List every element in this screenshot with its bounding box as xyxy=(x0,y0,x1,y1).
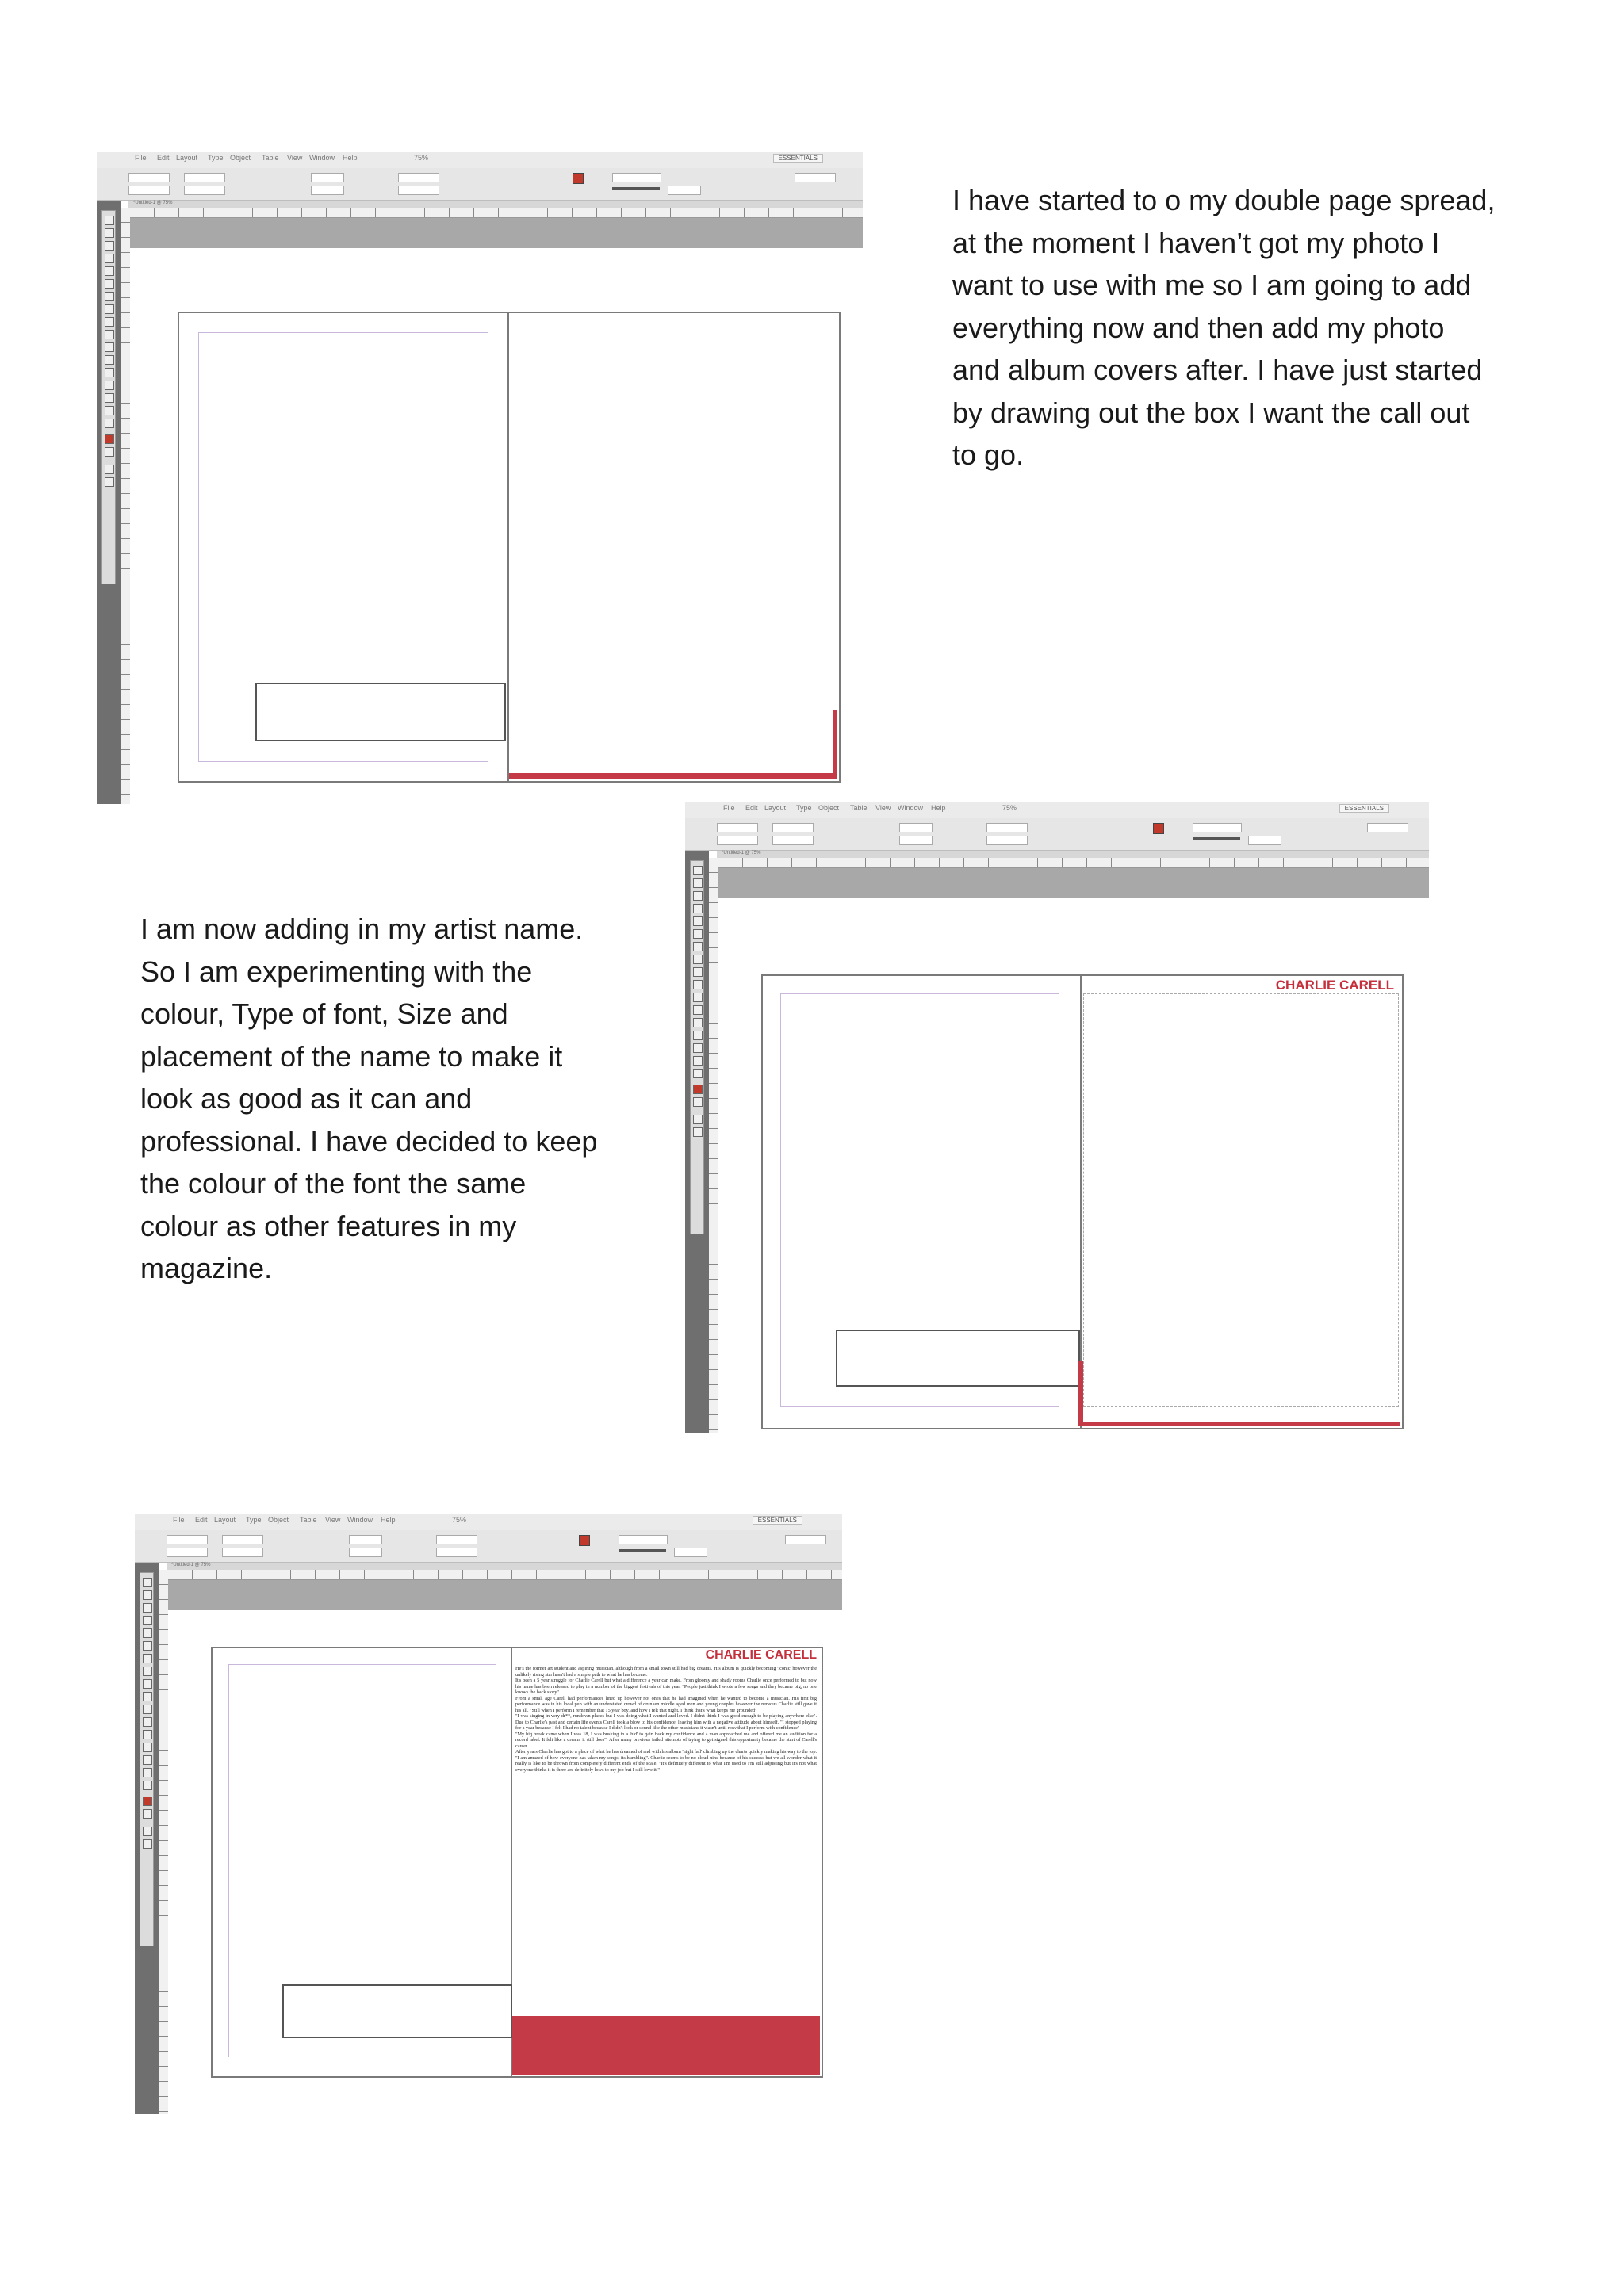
workspace-switcher[interactable]: ESSENTIALS xyxy=(1339,804,1389,813)
stroke-color-icon[interactable] xyxy=(143,1809,152,1819)
menu-help[interactable]: Help xyxy=(381,1516,396,1524)
menu-table[interactable]: Table xyxy=(850,804,868,812)
artist-name[interactable]: CHARLIE CARELL xyxy=(1275,978,1394,993)
article-paragraph: After years Charlie has got to a place of what he has dreamed of and with his album 'night fall' climbing up the charts quickly making his way to the top. "I am amazed of how everyone has taken my songs, its humbling". Charlie seems to be no cloud nine because of his success but we all wonder what it really is like to be thrown from completely different ends of the scale. "It's definitely different to what I'm used to I'm still adjusting but it's not what everyone thinks it is there are definitely lows to my job but I still love it." xyxy=(515,1749,817,1773)
caption-1 xyxy=(952,179,1555,476)
scale-x-field[interactable] xyxy=(311,173,344,182)
selection-tool-icon[interactable] xyxy=(693,866,703,875)
caption-line: look as good as it can and xyxy=(140,1082,473,1115)
menu-window[interactable]: Window xyxy=(347,1516,373,1524)
scale-y-field[interactable] xyxy=(349,1548,382,1557)
menu-file[interactable]: File xyxy=(173,1516,185,1524)
fill-swatch[interactable] xyxy=(1153,823,1164,834)
view-mode-icon[interactable] xyxy=(143,1827,152,1836)
page-spread xyxy=(178,312,841,783)
note-tool-icon[interactable] xyxy=(693,1031,703,1040)
stroke-color-icon[interactable] xyxy=(105,447,114,457)
direct-selection-tool-icon[interactable] xyxy=(693,878,703,888)
y-field[interactable] xyxy=(167,1548,208,1557)
menu-object[interactable]: Object xyxy=(230,154,251,162)
article-paragraph: "I was singing in very dr**, rundown places but I was doing what I wanted and loved. I didn't think I was good enough to be playing anywhere else". Due to Charlie's past and certain life events Carell took a blow to his confidence, leaving him with a negative attitude about himself. "I stopped playing for a year because I felt I had no talent because I didn't look or sound like the other musicians it wasn't until now that I perform with confidence" xyxy=(515,1713,817,1731)
width-field[interactable] xyxy=(785,1535,826,1544)
stroke-weight-field[interactable] xyxy=(612,173,661,182)
menu-edit[interactable]: Edit xyxy=(745,804,758,812)
menu-layout[interactable]: Layout xyxy=(764,804,787,812)
menu-file[interactable]: File xyxy=(135,154,147,162)
control-panel xyxy=(685,818,1429,851)
screenshot-1 xyxy=(97,152,863,804)
opacity-field[interactable] xyxy=(668,186,701,195)
menu-object[interactable]: Object xyxy=(818,804,840,812)
spine xyxy=(508,313,509,781)
caption-line: colour, Type of font, Size and xyxy=(140,997,508,1030)
fill-color-icon[interactable] xyxy=(693,1085,703,1094)
h-field[interactable] xyxy=(184,186,225,195)
gradient-tool-icon[interactable] xyxy=(693,1018,703,1027)
caption-line: at the moment I haven’t got my photo I xyxy=(952,226,1440,259)
caption-line: colour as other features in my xyxy=(140,1209,517,1242)
pencil-tool-icon[interactable] xyxy=(143,1667,152,1676)
pasteboard xyxy=(718,868,1429,898)
shear-field[interactable] xyxy=(398,186,439,195)
workspace-switcher[interactable]: ESSENTIALS xyxy=(773,154,823,163)
menu-type[interactable]: Type xyxy=(246,1516,262,1524)
width-field[interactable] xyxy=(795,173,836,182)
page-tool-icon[interactable] xyxy=(105,241,114,251)
red-bar-edge xyxy=(1078,1361,1083,1426)
pen-tool-icon[interactable] xyxy=(693,942,703,951)
caption-line: So I am experimenting with the xyxy=(140,955,533,988)
caption-line: I am now adding in my artist name. xyxy=(140,913,584,945)
caption-line: magazine. xyxy=(140,1252,273,1284)
menu-help[interactable]: Help xyxy=(343,154,358,162)
tool-strip xyxy=(102,210,116,584)
caption-line: professional. I have decided to keep xyxy=(140,1124,598,1158)
caption-2 xyxy=(140,908,616,1290)
menu-edit[interactable]: Edit xyxy=(157,154,170,162)
menu-window[interactable]: Window xyxy=(309,154,335,162)
menu-window[interactable]: Window xyxy=(898,804,924,812)
article-body[interactable] xyxy=(515,1666,817,2015)
shear-field[interactable] xyxy=(986,836,1028,845)
hand-tool-icon[interactable] xyxy=(105,406,114,415)
type-tool-icon[interactable] xyxy=(693,916,703,926)
pen-tool-icon[interactable] xyxy=(105,292,114,301)
menu-bar xyxy=(97,152,863,169)
menu-view[interactable]: View xyxy=(875,804,891,812)
zoom-level[interactable]: 75% xyxy=(452,1516,467,1524)
menu-type[interactable]: Type xyxy=(796,804,812,812)
document-canvas[interactable] xyxy=(168,1610,842,2114)
view-mode-icon[interactable] xyxy=(105,465,114,474)
spine xyxy=(1080,976,1082,1428)
rectangle-tool-icon[interactable] xyxy=(105,330,114,339)
w-field[interactable] xyxy=(772,823,814,832)
w-field[interactable] xyxy=(184,173,225,182)
caption-line: placement of the name to make it xyxy=(140,1039,563,1073)
menu-edit[interactable]: Edit xyxy=(195,1516,208,1524)
screenshot-2 xyxy=(685,802,1429,1433)
screen-mode-icon[interactable] xyxy=(693,1127,703,1137)
zoom-tool-icon[interactable] xyxy=(143,1781,152,1790)
free-transform-tool-icon[interactable] xyxy=(105,355,114,365)
document-tab[interactable]: *Untitled-1 @ 75% xyxy=(167,1563,842,1570)
stroke-type-field[interactable] xyxy=(612,187,660,190)
tools-panel xyxy=(685,851,709,1433)
document-tab[interactable]: *Untitled-1 @ 75% xyxy=(128,201,863,208)
document-canvas[interactable] xyxy=(718,898,1429,1433)
selection-tool-icon[interactable] xyxy=(105,216,114,225)
fill-swatch[interactable] xyxy=(573,173,584,184)
zoom-level[interactable]: 75% xyxy=(1002,804,1017,812)
tool-strip xyxy=(690,860,704,1234)
line-tool-icon[interactable] xyxy=(105,279,114,289)
control-panel xyxy=(135,1530,842,1563)
menu-table[interactable]: Table xyxy=(300,1516,317,1524)
screen-mode-icon[interactable] xyxy=(143,1839,152,1849)
stroke-weight-field[interactable] xyxy=(1193,823,1242,832)
rectangle-frame-tool-icon[interactable] xyxy=(105,317,114,327)
w-field[interactable] xyxy=(222,1535,263,1544)
fill-color-icon[interactable] xyxy=(105,434,114,444)
pasteboard xyxy=(130,218,863,248)
horizontal-ruler[interactable] xyxy=(718,858,1429,868)
width-field[interactable] xyxy=(1367,823,1408,832)
rectangle-frame-tool-icon[interactable] xyxy=(143,1679,152,1689)
document-canvas[interactable] xyxy=(130,248,863,804)
tool-strip xyxy=(140,1572,154,1946)
menu-help[interactable]: Help xyxy=(931,804,946,812)
hand-tool-icon[interactable] xyxy=(143,1768,152,1777)
fill-color-icon[interactable] xyxy=(143,1797,152,1806)
caption-line: I have started to o my double page spread, xyxy=(952,184,1496,216)
gap-tool-icon[interactable] xyxy=(143,1616,152,1625)
page-spread xyxy=(761,974,1404,1429)
opacity-field[interactable] xyxy=(674,1548,707,1557)
hand-tool-icon[interactable] xyxy=(693,1056,703,1066)
menu-type[interactable]: Type xyxy=(208,154,224,162)
fill-swatch[interactable] xyxy=(579,1535,590,1546)
article-paragraph: He's the former art student and aspiring musician, although from a small town still had big dreams. His album is quickly becoming 'iconic' however the unlikely rising star hasn't had a simple path to what he has become. xyxy=(515,1666,817,1678)
eyedropper-tool-icon[interactable] xyxy=(143,1755,152,1765)
gap-tool-icon[interactable] xyxy=(105,254,114,263)
control-panel xyxy=(97,168,863,201)
text-frame xyxy=(1083,993,1399,1407)
angle-field[interactable] xyxy=(986,823,1028,832)
menu-table[interactable]: Table xyxy=(262,154,279,162)
angle-field[interactable] xyxy=(436,1535,477,1544)
scale-x-field[interactable] xyxy=(899,823,933,832)
selection-tool-icon[interactable] xyxy=(143,1578,152,1587)
pasteboard xyxy=(168,1580,842,1610)
red-bar[interactable] xyxy=(1083,1422,1400,1426)
zoom-level[interactable]: 75% xyxy=(414,154,429,162)
red-block[interactable] xyxy=(512,2016,820,2075)
stroke-type-field[interactable] xyxy=(619,1549,666,1552)
zoom-tool-icon[interactable] xyxy=(693,1069,703,1078)
scale-y-field[interactable] xyxy=(899,836,933,845)
pen-tool-icon[interactable] xyxy=(143,1654,152,1663)
shear-field[interactable] xyxy=(436,1548,477,1557)
article-paragraph: "My big break came when I was 18, I was busking in a 'bid' to gain back my confidence and a man approached me and offered me an audition for a record label. It felt like a dream, it still does". After many previous failed attempts of trying to get signed this opportunity became the start of Carell's career. xyxy=(515,1731,817,1749)
menu-layout[interactable]: Layout xyxy=(176,154,198,162)
zoom-tool-icon[interactable] xyxy=(105,419,114,428)
screenshot-3 xyxy=(135,1514,842,2114)
x-field[interactable] xyxy=(717,823,758,832)
artist-name[interactable]: CHARLIE CARELL xyxy=(705,1648,817,1662)
y-field[interactable] xyxy=(128,186,170,195)
caption-line: and album covers after. I have just started xyxy=(952,354,1483,386)
callout-box[interactable] xyxy=(255,683,506,741)
menu-layout[interactable]: Layout xyxy=(214,1516,236,1524)
free-transform-tool-icon[interactable] xyxy=(693,1005,703,1015)
y-field[interactable] xyxy=(717,836,758,845)
pencil-tool-icon[interactable] xyxy=(693,955,703,964)
eyedropper-tool-icon[interactable] xyxy=(693,1043,703,1053)
opacity-field[interactable] xyxy=(1248,836,1281,845)
gradient-tool-icon[interactable] xyxy=(143,1730,152,1739)
line-tool-icon[interactable] xyxy=(693,929,703,939)
caption-line: to go. xyxy=(952,438,1025,471)
page-tool-icon[interactable] xyxy=(143,1603,152,1613)
scissors-tool-icon[interactable] xyxy=(143,1705,152,1714)
stroke-type-field[interactable] xyxy=(1193,837,1240,840)
menu-view[interactable]: View xyxy=(325,1516,341,1524)
note-tool-icon[interactable] xyxy=(143,1743,152,1752)
h-field[interactable] xyxy=(772,836,814,845)
type-tool-icon[interactable] xyxy=(143,1628,152,1638)
menu-view[interactable]: View xyxy=(287,154,303,162)
type-tool-icon[interactable] xyxy=(105,266,114,276)
screen-mode-icon[interactable] xyxy=(105,477,114,487)
callout-box[interactable] xyxy=(836,1330,1080,1387)
line-tool-icon[interactable] xyxy=(143,1641,152,1651)
caption-line: the colour of the font the same xyxy=(140,1167,527,1200)
caption-line: want to use with me so I am going to add xyxy=(952,269,1472,301)
rectangle-tool-icon[interactable] xyxy=(143,1692,152,1701)
gap-tool-icon[interactable] xyxy=(693,904,703,913)
caption-line: by drawing out the box I want the call out xyxy=(952,396,1470,429)
view-mode-icon[interactable] xyxy=(693,1115,703,1124)
direct-selection-tool-icon[interactable] xyxy=(143,1590,152,1600)
menu-file[interactable]: File xyxy=(723,804,735,812)
x-field[interactable] xyxy=(128,173,170,182)
x-field[interactable] xyxy=(167,1535,208,1544)
pencil-tool-icon[interactable] xyxy=(105,304,114,314)
page-spread xyxy=(211,1647,823,2078)
scale-x-field[interactable] xyxy=(349,1535,382,1544)
stroke-color-icon[interactable] xyxy=(693,1097,703,1107)
callout-box[interactable] xyxy=(282,1984,512,2038)
red-bar[interactable] xyxy=(509,773,837,779)
stroke-weight-field[interactable] xyxy=(619,1535,668,1544)
eyedropper-tool-icon[interactable] xyxy=(105,393,114,403)
tools-panel xyxy=(97,201,121,804)
rectangle-tool-icon[interactable] xyxy=(693,980,703,989)
scissors-tool-icon[interactable] xyxy=(105,342,114,352)
red-bar-edge xyxy=(833,710,837,779)
menu-object[interactable]: Object xyxy=(268,1516,289,1524)
scale-y-field[interactable] xyxy=(311,186,344,195)
direct-selection-tool-icon[interactable] xyxy=(105,228,114,238)
page-tool-icon[interactable] xyxy=(693,891,703,901)
menu-bar xyxy=(685,802,1429,819)
article-paragraph: From a small age Carell had performances lined up however not ones that he had imagined when he wanted to become a musician. His first big performance was in his local pub with an understated crowd of drunken middle aged men and young couples however the nervous Charlie still gave it his all. "Still when I perform I remember that 15 year boy, and how I felt that night. I think that's what keeps me grounded" xyxy=(515,1695,817,1713)
menu-bar xyxy=(135,1514,842,1531)
horizontal-ruler[interactable] xyxy=(168,1570,842,1580)
note-tool-icon[interactable] xyxy=(105,381,114,390)
h-field[interactable] xyxy=(222,1548,263,1557)
tools-panel xyxy=(135,1563,159,2114)
horizontal-ruler[interactable] xyxy=(130,208,863,218)
angle-field[interactable] xyxy=(398,173,439,182)
document-tab[interactable]: *Untitled-1 @ 75% xyxy=(717,851,1429,858)
gradient-tool-icon[interactable] xyxy=(105,368,114,377)
scissors-tool-icon[interactable] xyxy=(693,993,703,1002)
article-paragraph: It's been a 5 year struggle for Charlie Carell but what a difference a year can make. From gloomy and shady rooms Charlie once performed to but now his name has been released to play in a number of the biggest festivals of this year. "People just think I wrote a few songs and they became big, no one knows the back story" xyxy=(515,1678,817,1695)
free-transform-tool-icon[interactable] xyxy=(143,1717,152,1727)
workspace-switcher[interactable]: ESSENTIALS xyxy=(753,1516,802,1525)
rectangle-frame-tool-icon[interactable] xyxy=(693,967,703,977)
caption-line: everything now and then add my photo xyxy=(952,311,1445,344)
